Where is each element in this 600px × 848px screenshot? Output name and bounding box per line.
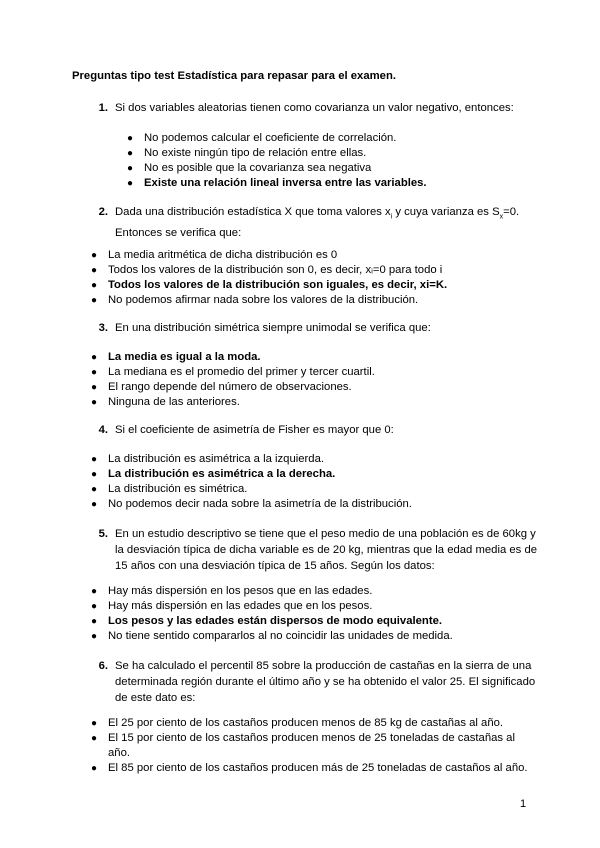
bullet-icon: ●	[91, 454, 98, 465]
question-number: 4.	[98, 424, 108, 436]
bullet-icon: ●	[127, 163, 134, 174]
question-1	[72, 100, 542, 116]
option-item: ● No podemos afirmar nada sobre los valores de la distribución.	[91, 294, 419, 306]
bullet-icon: ●	[91, 718, 98, 729]
document-title: Preguntas tipo test Estadística para repasar para el examen.	[72, 70, 396, 82]
question-number: 1.	[98, 102, 108, 114]
option-item: ● No es posible que la covarianza sea negativa	[127, 162, 372, 174]
option-item-correct: ● La media es igual a la moda.	[91, 351, 261, 363]
question-5	[72, 526, 542, 574]
option-item: ● Ninguna de las anteriores.	[91, 396, 240, 408]
option-item: ● La media aritmética de dicha distribución es 0	[91, 249, 338, 261]
bullet-icon: ●	[91, 616, 98, 627]
question-text: Dada una distribución estadística X que toma valores $x_i$ y cuya varianza es $S_x=0$. Entonces se verifica que:	[115, 206, 520, 240]
bullet-icon: ●	[91, 280, 98, 291]
option-item: ● Hay más dispersión en las edades que en los pesos.	[91, 600, 373, 612]
question-number: 6.	[98, 660, 108, 672]
option-item-correct: ● La distribución es asimétrica a la derecha.	[91, 468, 336, 480]
option-item-correct: ● Los pesos y las edades están dispersos de modo equivalente.	[91, 615, 443, 627]
question-2-options	[91, 248, 548, 308]
question-number: 3.	[98, 322, 108, 334]
bullet-icon: ●	[91, 601, 98, 612]
question-number: 5.	[98, 528, 108, 540]
question-number: 2.	[98, 206, 108, 218]
question-4	[72, 422, 542, 438]
bullet-icon: ●	[91, 484, 98, 495]
question-text: En una distribución simétrica siempre unimodal se verifica que:	[115, 322, 431, 334]
option-item: ● No podemos calcular el coeficiente de correlación.	[127, 132, 397, 144]
bullet-icon: ●	[91, 499, 98, 510]
question-text: Si dos variables aleatorias tienen como covarianza un valor negativo, entonces:	[115, 102, 514, 114]
bullet-icon: ●	[91, 763, 98, 774]
bullet-icon: ●	[91, 382, 98, 393]
option-item: ● La distribución es simétrica.	[91, 483, 248, 495]
option-item: ● Hay más dispersión en los pesos que en las edades.	[91, 585, 373, 597]
bullet-icon: ●	[91, 250, 98, 261]
question-text: En un estudio descriptivo se tiene que el peso medio de una población es de 60kg y la desviación típica de dicha variable es de 20 kg, mientras que la edad media es de 15 años con una desviación típica de 15 años. Según los datos:	[115, 528, 538, 572]
bullet-icon: ●	[91, 367, 98, 378]
question-5-options	[91, 584, 548, 644]
bullet-icon: ●	[91, 631, 98, 642]
option-item: ● Todos los valores de la distribución son 0, es decir, xᵢ=0 para todo i	[91, 264, 443, 276]
question-text: Si el coeficiente de asimetría de Fisher es mayor que 0:	[115, 424, 394, 436]
option-item: ● La mediana es el promedio del primer y tercer cuartil.	[91, 366, 375, 378]
option-item: ● No existe ningún tipo de relación entre ellas.	[127, 147, 367, 159]
page-number: 1	[520, 798, 527, 810]
option-item: ● El 15 por ciento de los castaños producen menos de 25 toneladas de castañas al año.	[91, 732, 515, 759]
bullet-icon: ●	[91, 733, 98, 744]
bullet-icon: ●	[91, 586, 98, 597]
question-4-options	[91, 452, 548, 512]
bullet-icon: ●	[127, 148, 134, 159]
option-item-correct: ● Existe una relación lineal inversa entre las variables.	[127, 177, 427, 189]
question-2	[72, 204, 542, 241]
bullet-icon: ●	[91, 352, 98, 363]
option-item: ● La distribución es asimétrica a la izquierda.	[91, 453, 325, 465]
question-3-options	[91, 350, 548, 410]
bullet-icon: ●	[91, 469, 98, 480]
option-item: ● El rango depende del número de observaciones.	[91, 381, 352, 393]
option-item: ● El 85 por ciento de los castaños producen más de 25 toneladas de castaños al año.	[91, 762, 528, 774]
option-item: ● No podemos decir nada sobre la asimetría de la distribución.	[91, 498, 412, 510]
question-6	[72, 658, 542, 706]
bullet-icon: ●	[127, 133, 134, 144]
question-1-options	[127, 131, 427, 191]
option-item: ● No tiene sentido compararlos al no coincidir las unidades de medida.	[91, 630, 453, 642]
question-text: Se ha calculado el percentil 85 sobre la producción de castañas en la sierra de una determinada región durante el último año y se ha obtenido el valor 25. El significado de este dato es:	[115, 660, 536, 704]
bullet-icon: ●	[91, 265, 98, 276]
question-6-options	[91, 716, 528, 776]
option-item: ● El 25 por ciento de los castaños producen menos de 85 kg de castañas al año.	[91, 717, 504, 729]
question-3	[72, 320, 542, 336]
option-item-correct: ● Todos los valores de la distribución son iguales, es decir, xi=K.	[91, 279, 448, 291]
bullet-icon: ●	[91, 397, 98, 408]
bullet-icon: ●	[127, 178, 134, 189]
bullet-icon: ●	[91, 295, 98, 306]
